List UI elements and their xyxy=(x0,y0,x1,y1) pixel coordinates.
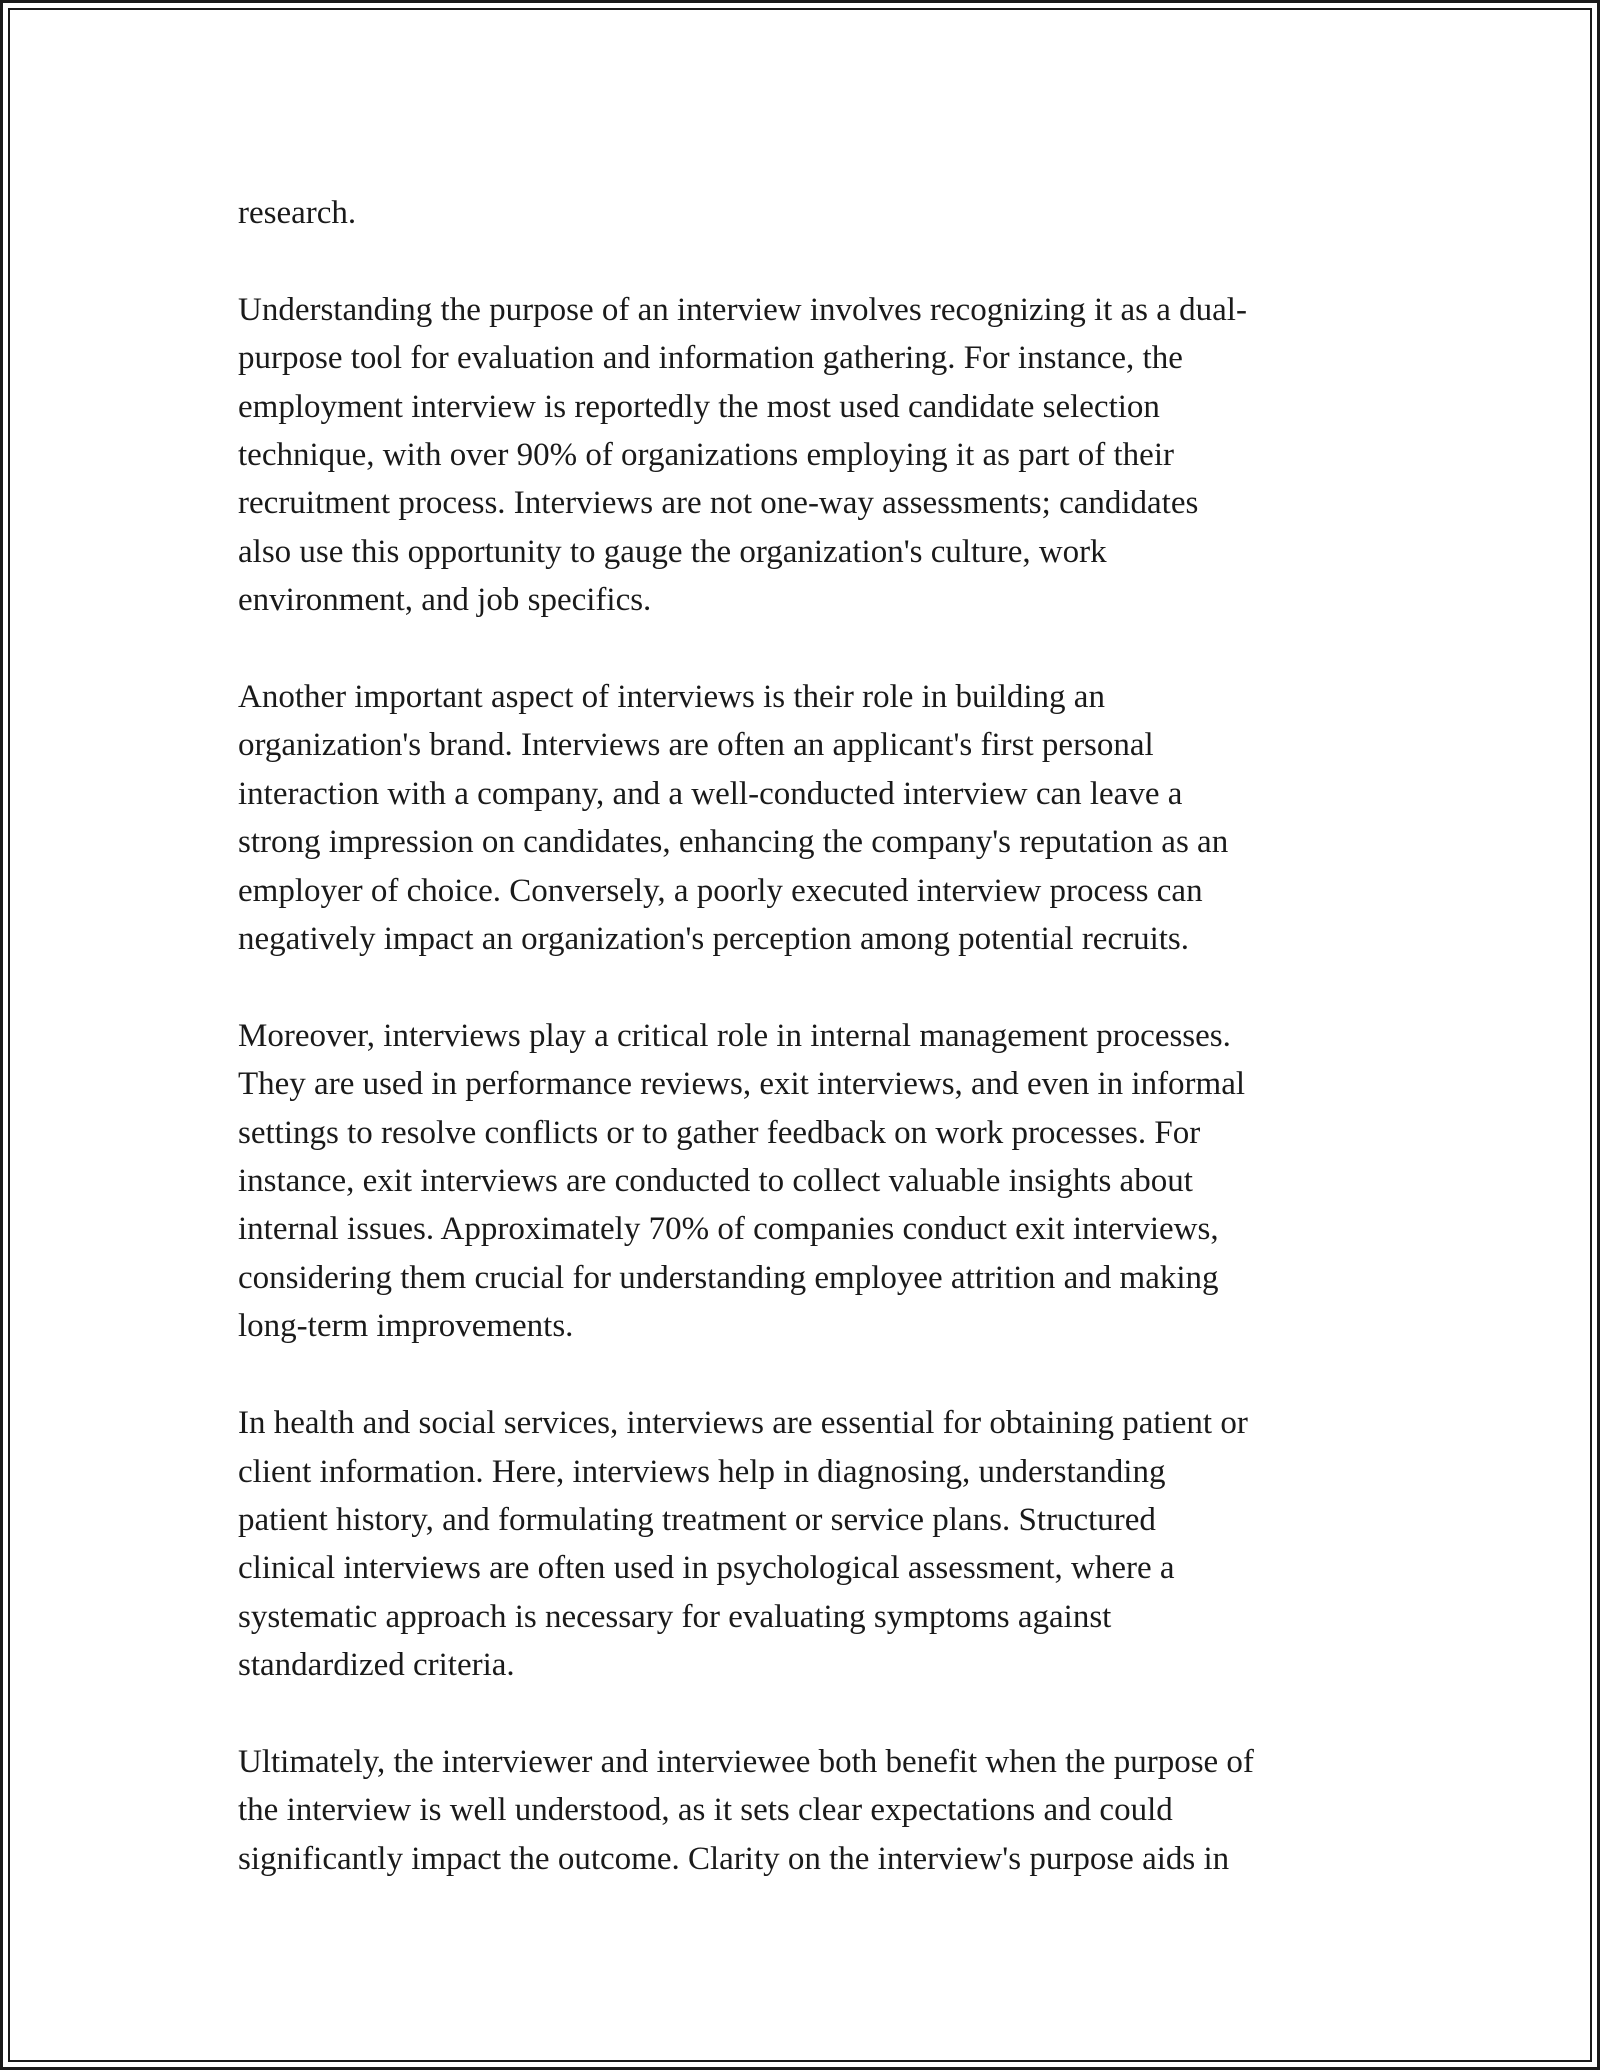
text-line: employer of choice. Conversely, a poorly executed interview process can xyxy=(238,872,1203,909)
text-line: Moreover, interviews play a critical role in internal management processes. xyxy=(238,1017,1231,1054)
paragraph-1 xyxy=(238,189,1378,237)
text-line: Ultimately, the interviewer and interviewee both benefit when the purpose of xyxy=(238,1743,1254,1780)
text-line: standardized criteria. xyxy=(238,1647,515,1684)
text-line: organization's brand. Interviews are often an applicant's first personal xyxy=(238,727,1154,764)
paragraph-6 xyxy=(238,1738,1378,1883)
text-line: Understanding the purpose of an interview involves recognizing it as a dual- xyxy=(238,291,1247,328)
text-line: internal issues. Approximately 70% of companies conduct exit interviews, xyxy=(238,1211,1219,1248)
text-line: research. xyxy=(238,195,357,231)
text-line: long-term improvements. xyxy=(238,1308,574,1345)
text-line: environment, and job specifics. xyxy=(238,582,652,619)
text-line: interaction with a company, and a well-conducted interview can leave a xyxy=(238,775,1183,812)
paragraph-5 xyxy=(238,1399,1378,1689)
text-line: clinical interviews are often used in psychological assessment, where a xyxy=(238,1550,1175,1587)
text-line: significantly impact the outcome. Clarity on the interview's purpose aids in xyxy=(238,1840,1230,1877)
text-line: considering them crucial for understanding employee attrition and making xyxy=(238,1259,1219,1296)
text-line: In health and social services, interviews are essential for obtaining patient or xyxy=(238,1405,1248,1442)
text-line: the interview is well understood, as it sets clear expectations and could xyxy=(238,1792,1173,1829)
text-line: They are used in performance reviews, exit interviews, and even in informal xyxy=(238,1066,1246,1103)
paragraph-4 xyxy=(238,1012,1378,1351)
text-line: client information. Here, interviews help in diagnosing, understanding xyxy=(238,1453,1166,1490)
text-line: negatively impact an organization's perception among potential recruits. xyxy=(238,921,1190,958)
text-line: patient history, and formulating treatment or service plans. Structured xyxy=(238,1501,1156,1538)
text-line: purpose tool for evaluation and information gathering. For instance, the xyxy=(238,340,1183,377)
text-line: also use this opportunity to gauge the organization's culture, work xyxy=(238,533,1107,570)
text-line: recruitment process. Interviews are not one-way assessments; candidates xyxy=(238,485,1199,522)
text-line: systematic approach is necessary for evaluating symptoms against xyxy=(238,1598,1112,1635)
text-line: employment interview is reportedly the most used candidate selection xyxy=(238,388,1160,425)
text-line: technique, with over 90% of organizations employing it as part of their xyxy=(238,437,1174,474)
text-line: strong impression on candidates, enhancing the company's reputation as an xyxy=(238,824,1229,861)
text-line: settings to resolve conflicts or to gather feedback on work processes. For xyxy=(238,1114,1201,1151)
document-body xyxy=(238,189,1378,1932)
text-line: instance, exit interviews are conducted to collect valuable insights about xyxy=(238,1163,1193,1200)
paragraph-2 xyxy=(238,286,1378,625)
paragraph-3 xyxy=(238,673,1378,963)
text-line: Another important aspect of interviews is their role in building an xyxy=(238,679,1105,716)
